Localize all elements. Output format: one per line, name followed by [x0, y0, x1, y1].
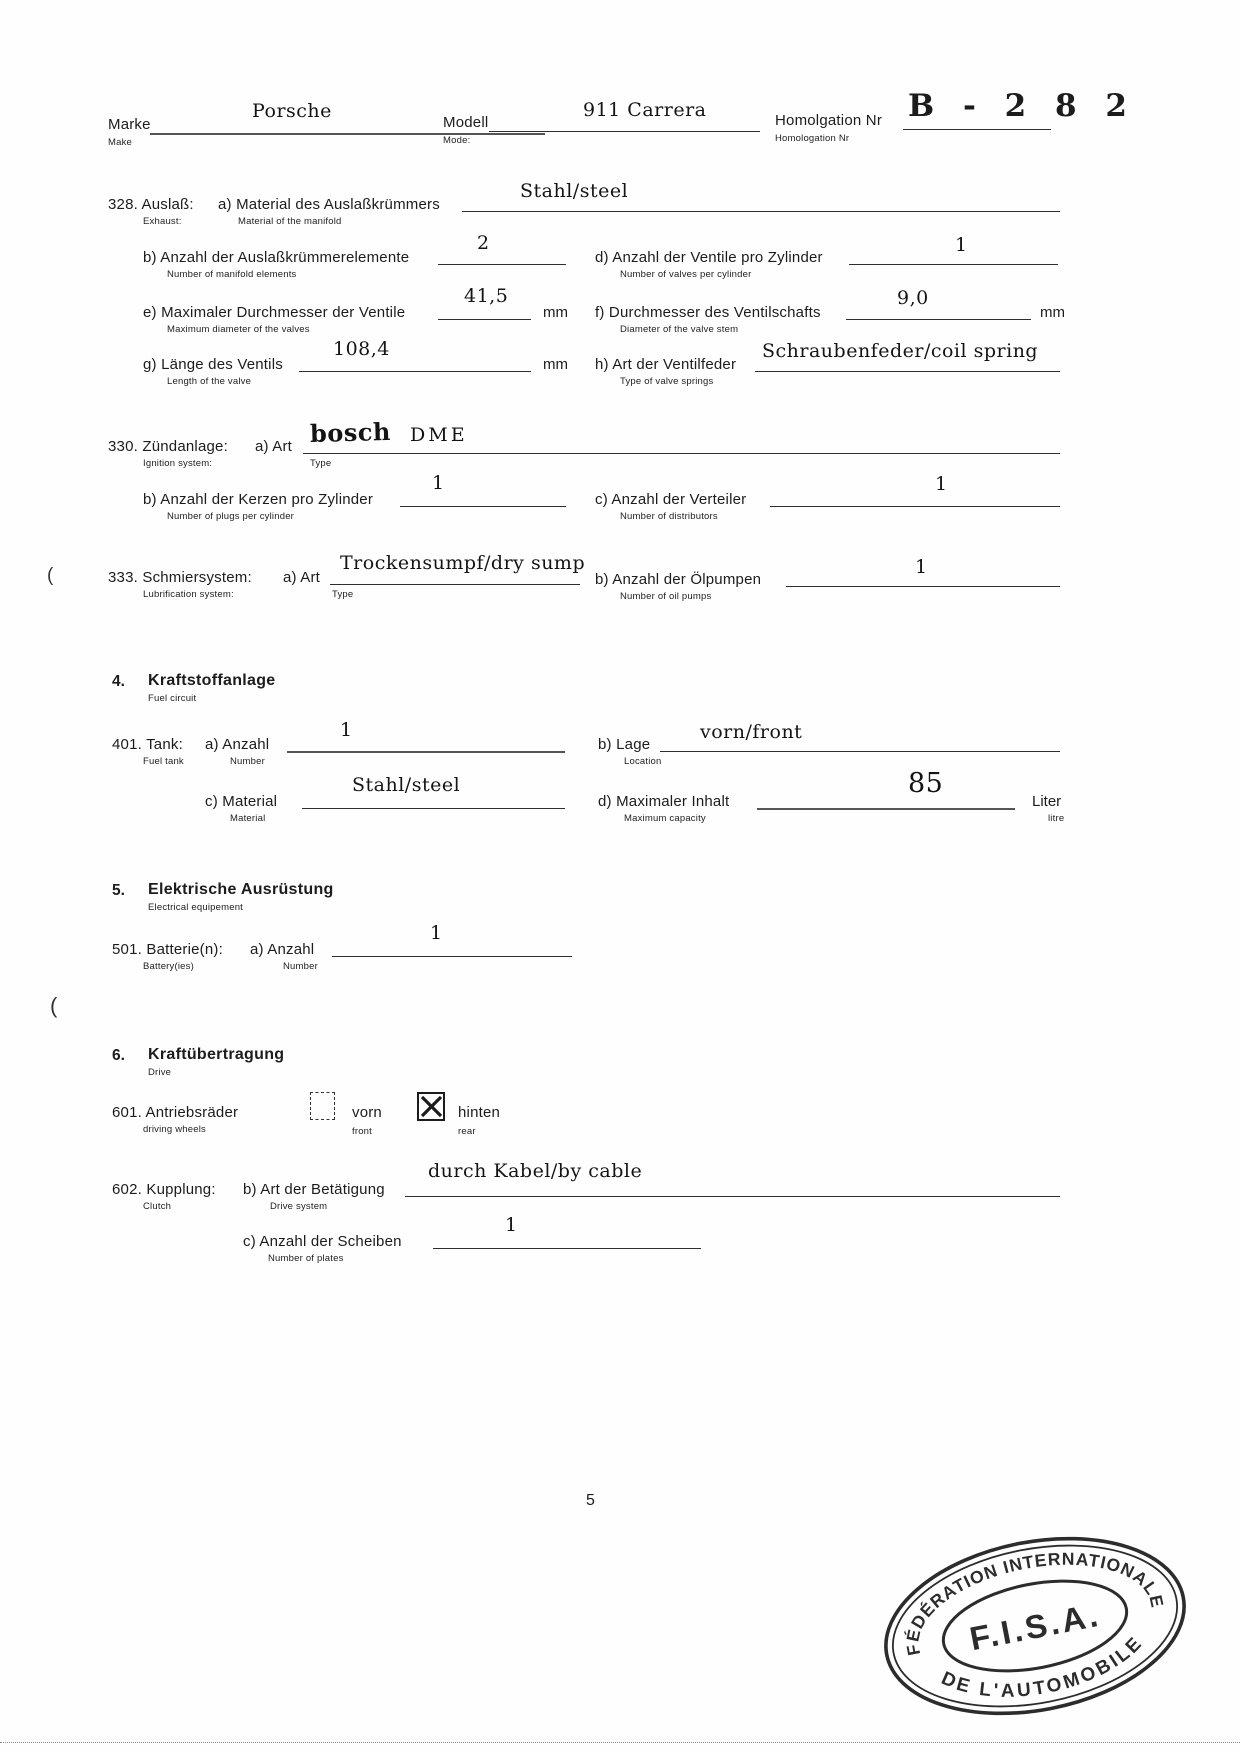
field-328b-line	[438, 264, 566, 265]
field-330b-label: b) Anzahl der Kerzen pro Zylinder	[143, 491, 374, 508]
marke-value: Porsche	[252, 100, 332, 122]
field-401d-unit-sub: litre	[1048, 813, 1065, 824]
field-328g-value: 108,4	[333, 338, 390, 360]
x-mark-rear	[417, 1092, 445, 1121]
checkbox-front-label: vorn	[352, 1104, 382, 1121]
bottom-dotted-line	[0, 1742, 1240, 1743]
field-328d-sub: Number of valves per cylinder	[620, 269, 752, 280]
marke-line	[150, 133, 545, 135]
field-328b-value: 2	[477, 232, 490, 254]
field-330a-sub: Type	[310, 458, 332, 469]
field-501-number: 501. Batterie(n):	[112, 941, 223, 958]
field-333b-sub: Number of oil pumps	[620, 591, 712, 602]
modell-value: 911 Carrera	[583, 99, 707, 121]
field-333b-value: 1	[915, 556, 928, 578]
checkbox-front-wheels	[310, 1092, 335, 1120]
field-328e-value: 41,5	[464, 285, 509, 307]
field-401a-line	[287, 751, 565, 753]
field-401b-line	[660, 751, 1060, 752]
field-333a-value: Trockensumpf/dry sump	[340, 552, 586, 574]
field-401b-label: b) Lage	[598, 736, 651, 753]
field-328f-line	[846, 319, 1031, 320]
checkbox-front-sub: front	[352, 1126, 373, 1137]
section-5-sub: Electrical equipement	[148, 902, 244, 913]
field-601-number: 601. Antriebsräder	[112, 1104, 239, 1121]
field-501a-label: a) Anzahl	[250, 941, 315, 958]
field-328e-label: e) Maximaler Durchmesser der Ventile	[143, 304, 406, 321]
homologation-line	[903, 129, 1051, 130]
field-328e-line	[438, 319, 531, 320]
field-501a-line	[332, 956, 572, 957]
field-328d-line	[849, 264, 1058, 265]
section-6-sub: Drive	[148, 1067, 172, 1078]
field-328g-sub: Length of the valve	[167, 376, 252, 387]
modell-line	[489, 131, 760, 132]
field-330-number: 330. Zündanlage:	[108, 438, 228, 455]
marke-label: Marke	[108, 116, 151, 133]
field-602b-value: durch Kabel/by cable	[428, 1160, 643, 1182]
homologation-sublabel: Homologation Nr	[775, 133, 850, 144]
field-330b-line	[400, 506, 566, 507]
field-602-number-sub: Clutch	[143, 1201, 172, 1212]
field-330-number-sub: Ignition system:	[143, 458, 213, 469]
field-330c-line	[770, 506, 1060, 507]
field-328a-value: Stahl/steel	[520, 180, 629, 202]
section-6-number: 6.	[112, 1047, 125, 1064]
scan-artifact-paren-bottom: (	[50, 993, 58, 1018]
field-328h-label: h) Art der Ventilfeder	[595, 356, 737, 373]
field-328f-sub: Diameter of the valve stem	[620, 324, 739, 335]
field-602c-sub: Number of plates	[268, 1253, 344, 1264]
fisa-stamp	[851, 1490, 1219, 1752]
section-4-number: 4.	[112, 673, 125, 690]
field-330a-line	[303, 453, 1060, 454]
field-328a-line	[462, 211, 1060, 212]
field-401b-sub: Location	[624, 756, 662, 767]
field-602b-line	[405, 1196, 1060, 1197]
stamp-arc-bottom-text: DE L'AUTOMOBILE	[938, 1631, 1148, 1702]
field-401a-label: a) Anzahl	[205, 736, 270, 753]
field-602b-label: b) Art der Betätigung	[243, 1181, 385, 1198]
field-501-number-sub: Battery(ies)	[143, 961, 194, 972]
field-328f-label: f) Durchmesser des Ventilschafts	[595, 304, 821, 321]
stamp-center-text: F.I.S.A.	[966, 1595, 1104, 1658]
checkbox-rear-sub: rear	[458, 1126, 476, 1137]
field-333a-sub: Type	[332, 589, 354, 600]
field-330c-label: c) Anzahl der Verteiler	[595, 491, 747, 508]
field-401d-sub: Maximum capacity	[624, 813, 706, 824]
field-330c-value: 1	[935, 473, 948, 495]
field-401c-sub: Material	[230, 813, 266, 824]
field-401c-label: c) Material	[205, 793, 278, 810]
field-602c-line	[433, 1248, 701, 1249]
field-601-number-sub: driving wheels	[143, 1124, 206, 1135]
field-333a-line	[330, 584, 580, 585]
field-328b-sub: Number of manifold elements	[167, 269, 297, 280]
section-5-number: 5.	[112, 882, 125, 899]
field-330b-value: 1	[432, 472, 445, 494]
field-602c-label: c) Anzahl der Scheiben	[243, 1233, 402, 1250]
field-401a-value: 1	[340, 719, 353, 741]
field-328f-unit: mm	[1040, 304, 1065, 321]
checkbox-rear-label: hinten	[458, 1104, 501, 1121]
field-401-number: 401. Tank:	[112, 736, 183, 753]
field-328g-label: g) Länge des Ventils	[143, 356, 283, 373]
field-330a-value-handwritten: bosch	[309, 416, 392, 449]
field-328h-line	[755, 371, 1060, 372]
field-401-number-sub: Fuel tank	[143, 756, 184, 767]
field-401b-value: vorn/front	[700, 721, 803, 743]
field-333b-label: b) Anzahl der Ölpumpen	[595, 571, 762, 588]
field-401d-line	[757, 808, 1015, 810]
field-501a-sub: Number	[283, 961, 318, 972]
field-401d-unit: Liter	[1032, 793, 1062, 810]
field-602-number: 602. Kupplung:	[112, 1181, 216, 1198]
section-4-sub: Fuel circuit	[148, 693, 197, 704]
field-401d-label: d) Maximaler Inhalt	[598, 793, 730, 810]
field-401a-sub: Number	[230, 756, 265, 767]
page-number: 5	[586, 1492, 595, 1509]
section-5-title: Elektrische Ausrüstung	[148, 881, 334, 898]
marke-sublabel: Make	[108, 137, 133, 148]
scan-artifact-paren-top: (	[47, 565, 54, 586]
section-4-title: Kraftstoffanlage	[148, 672, 276, 689]
field-328h-sub: Type of valve springs	[620, 376, 714, 387]
field-328e-unit: mm	[543, 304, 568, 321]
field-328h-value: Schraubenfeder/coil spring	[762, 340, 1039, 362]
modell-label: Modell	[443, 114, 489, 131]
field-333-number: 333. Schmiersystem:	[108, 569, 252, 586]
field-330b-sub: Number of plugs per cylinder	[167, 511, 295, 522]
field-602b-sub: Drive system	[270, 1201, 328, 1212]
field-330a-label: a) Art	[255, 438, 293, 455]
field-330a-value-typed: DME	[410, 424, 468, 446]
field-328-number: 328. Auslaß:	[108, 196, 194, 213]
field-333a-label: a) Art	[283, 569, 321, 586]
field-330c-sub: Number of distributors	[620, 511, 718, 522]
section-6-title: Kraftübertragung	[148, 1046, 285, 1063]
field-328a-label: a) Material des Auslaßkrümmers	[218, 196, 440, 213]
field-328a-sub: Material of the manifold	[238, 216, 342, 227]
field-328e-sub: Maximum diameter of the valves	[167, 324, 310, 335]
field-328g-line	[299, 371, 531, 372]
field-333-number-sub: Lubrification system:	[143, 589, 234, 600]
field-328f-value: 9,0	[897, 287, 929, 309]
stamp-arc-top-text: FÉDÉRATION INTERNATIONALE	[902, 1548, 1168, 1658]
field-328-number-sub: Exhaust:	[143, 216, 182, 227]
field-501a-value: 1	[430, 922, 443, 944]
modell-sublabel: Mode:	[443, 135, 471, 146]
field-333b-line	[786, 586, 1060, 587]
field-328d-value: 1	[955, 234, 968, 256]
field-401d-value: 85	[908, 768, 944, 799]
field-328g-unit: mm	[543, 356, 568, 373]
homologation-label: Homolgation Nr	[775, 112, 883, 129]
field-401c-line	[302, 808, 565, 809]
field-602c-value: 1	[505, 1214, 518, 1236]
homologation-number: B - 2 8 2	[908, 88, 1136, 124]
field-328d-label: d) Anzahl der Ventile pro Zylinder	[595, 249, 823, 266]
field-328b-label: b) Anzahl der Auslaßkrümmerelemente	[143, 249, 410, 266]
field-401c-value: Stahl/steel	[352, 774, 461, 796]
